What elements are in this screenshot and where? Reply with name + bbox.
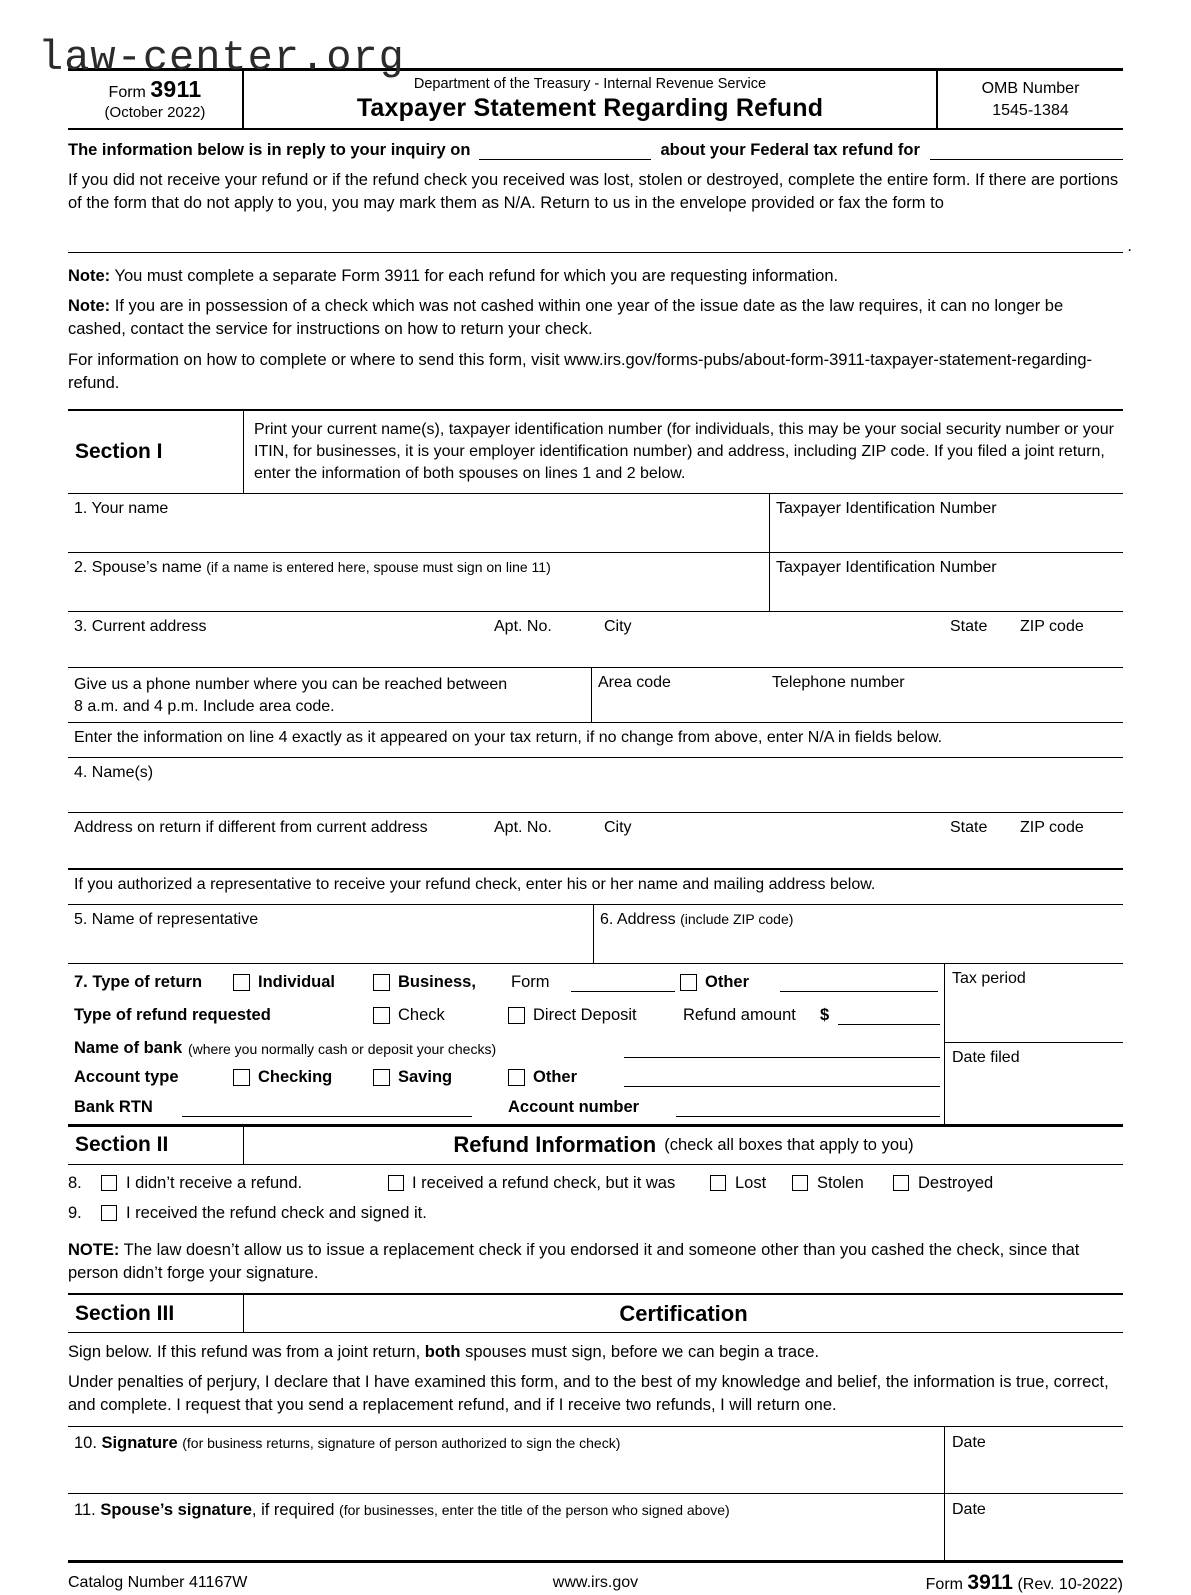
notes-block xyxy=(68,253,1123,396)
form-word-label: Form xyxy=(108,84,146,101)
sign-below-text-a: Sign below. If this refund was from a joint return, xyxy=(68,1343,425,1362)
line3-address-row[interactable] xyxy=(68,612,1123,668)
watermark-text: law-center.org xyxy=(38,34,405,82)
note-two xyxy=(68,295,1123,342)
section-three-title: Certification xyxy=(619,1300,748,1326)
line3-apt-label: Apt. No. xyxy=(494,617,552,635)
note-one xyxy=(68,265,1123,288)
note-one-text: You must complete a separate Form 3911 for each refund for which you are requesting information. xyxy=(110,266,839,285)
account-number-field[interactable] xyxy=(676,1116,940,1117)
representative-prompt: If you authorized a representative to receive your refund check, enter his or her name and mailing address below. xyxy=(74,875,876,893)
line11-spouse-signature-field[interactable] xyxy=(68,1494,945,1560)
section-two-title-wrap xyxy=(244,1127,1123,1164)
refund-type-label: Type of refund requested xyxy=(74,1005,271,1024)
account-saving-label: Saving xyxy=(398,1067,453,1086)
line5-line6-row xyxy=(68,905,1123,964)
line5-label: 5. Name of representative xyxy=(74,910,259,928)
line8-destroyed-label: Destroyed xyxy=(918,1173,994,1192)
line10-date-label: Date xyxy=(952,1434,986,1452)
refund-year-field[interactable] xyxy=(930,141,1123,160)
section-two-band xyxy=(68,1125,1123,1165)
line8-stolen-checkbox[interactable] xyxy=(792,1175,808,1191)
account-checking-checkbox[interactable] xyxy=(233,1069,250,1086)
section-two-note xyxy=(68,1232,1123,1293)
line1-tin-label: Taxpayer Identification Number xyxy=(776,499,997,517)
return-apt-label: Apt. No. xyxy=(494,818,552,836)
type-individual-checkbox[interactable] xyxy=(233,974,250,991)
line4-label: 4. Name(s) xyxy=(74,763,154,781)
account-checking-label: Checking xyxy=(258,1067,333,1086)
line7-label: 7. Type of return xyxy=(74,972,203,991)
refund-direct-deposit-checkbox[interactable] xyxy=(508,1007,525,1024)
line4-prompt-row xyxy=(68,723,1123,758)
section-one-label: Section I xyxy=(68,411,244,493)
account-other-label: Other xyxy=(533,1067,578,1086)
line11-date-label: Date xyxy=(952,1501,986,1519)
type-other-label: Other xyxy=(705,972,750,991)
return-address-label: Address on return if different from current address xyxy=(74,818,428,836)
line3-city-label: City xyxy=(604,617,632,635)
refund-check-label: Check xyxy=(398,1005,445,1024)
line4-row[interactable] xyxy=(68,758,1123,813)
refund-amount-field[interactable] xyxy=(838,1024,940,1025)
line2-note: (if a name is entered here, spouse must sign on line 11) xyxy=(206,558,551,575)
inquiry-line xyxy=(68,130,1123,160)
return-address-row[interactable] xyxy=(68,813,1123,869)
footer-form-identifier xyxy=(764,1571,1123,1595)
line2-spouse-name-field[interactable] xyxy=(68,553,770,611)
account-saving-checkbox[interactable] xyxy=(373,1069,390,1086)
line10-label: Signature xyxy=(101,1434,178,1453)
line9-signed-checkbox[interactable] xyxy=(101,1205,117,1221)
line1-label: 1. Your name xyxy=(74,499,169,517)
line10-date-field[interactable] xyxy=(945,1427,1123,1493)
refund-direct-deposit-label: Direct Deposit xyxy=(533,1005,637,1024)
section-one-band xyxy=(68,409,1123,494)
tax-period-label: Tax period xyxy=(952,969,1026,987)
phone-prompt xyxy=(68,668,592,722)
line7-right-panel xyxy=(945,964,1123,1124)
telephone-number-label: Telephone number xyxy=(772,673,905,691)
line6-representative-address-field[interactable] xyxy=(594,905,1123,963)
line10-number: 10. xyxy=(74,1434,97,1453)
account-type-label: Account type xyxy=(74,1067,179,1086)
form-footer xyxy=(68,1560,1123,1595)
refund-amount-dollar-sign: $ xyxy=(820,1005,830,1024)
line10-signature-field[interactable] xyxy=(68,1427,945,1493)
line2-label: 2. Spouse’s name xyxy=(74,558,202,576)
account-other-field[interactable] xyxy=(624,1086,940,1087)
type-other-field[interactable] xyxy=(780,991,938,992)
section-two-title: Refund Information xyxy=(453,1132,657,1158)
phone-prompt-line-1: Give us a phone number where you can be reached between xyxy=(74,675,508,693)
line3-zip-label: ZIP code xyxy=(1020,617,1084,635)
line10-note: (for business returns, signature of person authorized to sign the check) xyxy=(182,1435,621,1452)
line11-note: (for businesses, enter the title of the person who signed above) xyxy=(339,1502,730,1519)
inquiry-refund-label: about your Federal tax refund for xyxy=(660,141,920,159)
type-form-field[interactable] xyxy=(571,991,675,992)
refund-amount-label: Refund amount xyxy=(683,1005,796,1024)
omb-label: OMB Number xyxy=(981,79,1080,97)
form-frame xyxy=(68,68,1132,1595)
return-state-label: State xyxy=(950,818,988,836)
note-two-text: If you are in possession of a check which was not cashed within one year of the issue date as the law requires, it can no longer be cashed, contact the service for instructions on how to return your check. xyxy=(68,296,1064,339)
section-three-band xyxy=(68,1293,1123,1333)
line5-representative-name-field[interactable] xyxy=(68,905,594,963)
section-two-note-label: NOTE: xyxy=(68,1240,120,1259)
inquiry-date-field[interactable] xyxy=(479,141,651,160)
section-two-label: Section II xyxy=(68,1127,244,1164)
refund-check-checkbox[interactable] xyxy=(373,1007,390,1024)
type-business-label: Business, xyxy=(398,972,476,991)
line11-label: Spouse’s signature xyxy=(100,1501,252,1520)
section-three-label: Section III xyxy=(68,1295,244,1332)
line2-tin-label: Taxpayer Identification Number xyxy=(776,558,997,576)
perjury-statement: Under penalties of perjury, I declare that I have examined this form, and to the best of my knowledge and belief, the information is true, correct, and complete. I request that you send a replacement refund, and if I receive two refunds, I will return one. xyxy=(68,1373,1109,1415)
phone-fields[interactable] xyxy=(592,668,1123,722)
section-two-note-text: The law doesn’t allow us to issue a replacement check if you endorsed it and someone other than you cashed the check, since that person didn’t forge your signature. xyxy=(68,1240,1080,1282)
form-number: 3911 xyxy=(150,76,202,102)
line4-names-field[interactable] xyxy=(68,758,1123,812)
line7-block xyxy=(68,964,1123,1125)
line1-tin-field[interactable] xyxy=(770,494,1123,552)
line11-date-field[interactable] xyxy=(945,1494,1123,1560)
bank-name-field[interactable] xyxy=(624,1057,940,1058)
bank-rtn-label: Bank RTN xyxy=(74,1097,153,1116)
form-revision-date: (October 2022) xyxy=(104,104,206,121)
intro-paragraph: If you did not receive your refund or if the refund check you received was lost, stolen or destroyed, complete the entire form. If there are portions of the form that do not apply to you, you may mark them as N/A. Return to us in the envelope provided or fax the form to xyxy=(68,171,1119,212)
sign-below-text-b: spouses must sign, before we can begin a trace. xyxy=(460,1343,820,1362)
line2-tin-field[interactable] xyxy=(770,553,1123,611)
line8-row xyxy=(68,1172,1123,1202)
line6-label: 6. Address xyxy=(600,910,676,928)
line1-name-field[interactable] xyxy=(68,494,770,552)
inquiry-lead-label: The information below is in reply to your inquiry on xyxy=(68,141,471,159)
bank-rtn-field[interactable] xyxy=(182,1116,472,1117)
line7-left-panel xyxy=(68,964,945,1124)
line1-row xyxy=(68,494,1123,553)
footer-form-number: 3911 xyxy=(967,1571,1013,1595)
type-form-word: Form xyxy=(511,972,550,991)
line4-prompt: Enter the information on line 4 exactly as it appeared on your tax return, if no change from above, enter N/A in fields below. xyxy=(74,728,943,746)
sign-below-line xyxy=(68,1333,1123,1362)
return-city-label: City xyxy=(604,818,632,836)
line9-signed-label: I received the refund check and signed it. xyxy=(126,1203,427,1222)
line9-row xyxy=(68,1202,1123,1232)
form-title: Taxpayer Statement Regarding Refund xyxy=(356,94,824,122)
sign-below-both: both xyxy=(424,1343,461,1362)
omb-number: 1545-1384 xyxy=(992,101,1069,119)
bank-name-note: (where you normally cash or deposit your checks) xyxy=(188,1040,497,1057)
line2-row xyxy=(68,553,1123,612)
line8-number: 8. xyxy=(68,1173,82,1192)
fax-period: . xyxy=(1127,236,1132,255)
phone-row xyxy=(68,668,1123,723)
return-zip-label: ZIP code xyxy=(1020,818,1084,836)
footer-revision: (Rev. 10-2022) xyxy=(1017,1576,1123,1594)
account-number-label: Account number xyxy=(508,1097,640,1116)
line3-label: 3. Current address xyxy=(74,617,207,635)
account-other-checkbox[interactable] xyxy=(508,1069,525,1086)
line11-number: 11. xyxy=(74,1501,96,1520)
tax-period-field[interactable] xyxy=(945,964,1123,1043)
section-one-instructions: Print your current name(s), taxpayer identification number (for individuals, this may be your social security number or your ITIN, for businesses, it is your employer identification number) and address, including ZIP code. If you filed a joint return, enter the information of both spouses on lines 1 and 2 below. xyxy=(254,420,1114,482)
type-business-checkbox[interactable] xyxy=(373,974,390,991)
fax-number-field[interactable] xyxy=(68,221,1132,255)
area-code-label: Area code xyxy=(598,673,671,691)
line6-note: (include ZIP code) xyxy=(680,910,794,927)
phone-prompt-line-2: 8 a.m. and 4 p.m. Include area code. xyxy=(74,698,335,716)
note-one-label: Note: xyxy=(68,266,111,285)
type-other-checkbox[interactable] xyxy=(680,974,697,991)
bank-name-label: Name of bank xyxy=(74,1038,183,1057)
line11-mid: , if required xyxy=(251,1501,340,1520)
irs-website: www.irs.gov xyxy=(552,1574,639,1592)
note-three: For information on how to complete or where to send this form, visit www.irs.gov/forms-pubs/about-form-3911-taxpayer-statement-regarding-refund. xyxy=(68,350,1093,393)
line8-no-refund-label: I didn’t receive a refund. xyxy=(126,1173,303,1192)
line8-no-refund-checkbox[interactable] xyxy=(101,1175,117,1191)
line8-received-check-checkbox[interactable] xyxy=(388,1175,404,1191)
line10-row xyxy=(68,1426,1123,1494)
line8-lost-checkbox[interactable] xyxy=(710,1175,726,1191)
line8-destroyed-checkbox[interactable] xyxy=(893,1175,909,1191)
representative-prompt-row xyxy=(68,869,1123,905)
type-individual-label: Individual xyxy=(258,972,336,991)
omb-block xyxy=(938,71,1123,128)
section-two-title-note: (check all boxes that apply to you) xyxy=(664,1135,914,1154)
department-line: Department of the Treasury - Internal Revenue Service xyxy=(413,76,767,92)
date-filed-label: Date filed xyxy=(952,1048,1020,1066)
footer-form-word: Form xyxy=(925,1576,963,1594)
line3-state-label: State xyxy=(950,617,988,635)
note-two-label: Note: xyxy=(68,296,111,315)
line8-stolen-label: Stolen xyxy=(817,1173,864,1192)
date-filed-field[interactable] xyxy=(945,1043,1123,1123)
line8-lost-label: Lost xyxy=(735,1173,767,1192)
line11-row xyxy=(68,1494,1123,1560)
catalog-number: Catalog Number 41167W xyxy=(68,1574,248,1592)
line9-number: 9. xyxy=(68,1203,82,1222)
line8-received-check-label: I received a refund check, but it was xyxy=(412,1173,676,1192)
section-three-title-wrap xyxy=(244,1295,1123,1332)
